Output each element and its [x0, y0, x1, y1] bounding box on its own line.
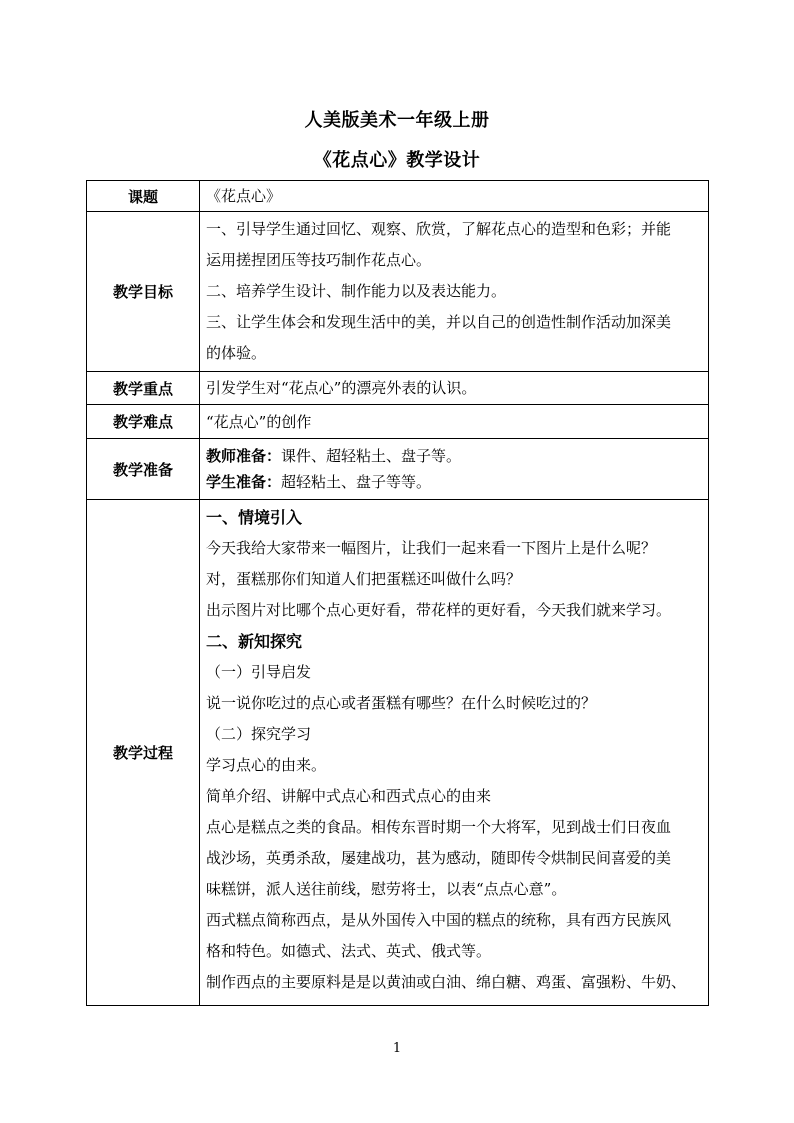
key-points-text: 引发学生对“花点心”的漂亮外表的认识。	[206, 379, 477, 397]
document-title: 人美版美术一年级上册	[304, 110, 490, 131]
row-content-difficulties	[200, 405, 709, 439]
row-content-preparation	[200, 439, 709, 500]
row-label-process: 教学过程	[87, 500, 200, 1006]
subsection-heading: （二）探究学习	[206, 725, 312, 743]
text-line: 制作西点的主要原料是是以黄油或白油、绵白糖、鸡蛋、富强粉、牛奶、	[206, 973, 687, 991]
subsection-heading: （一）引导启发	[206, 663, 312, 681]
text-line: 对，蛋糕那你们知道人们把蛋糕还叫做什么吗？	[206, 570, 522, 588]
document-subtitle: 《花点心》教学设计	[313, 150, 481, 171]
page-number: 1	[392, 1041, 402, 1056]
text-line: 三、让学生体会和发现生活中的美，并以自己的创造性制作活动加深美	[206, 313, 672, 331]
table-row-topic	[87, 181, 709, 212]
text-line: 格和特色。如德式、法式、英式、俄式等。	[206, 942, 492, 960]
table-row-difficulties	[87, 405, 709, 439]
text-line: 二、培养学生设计、制作能力以及表达能力。	[206, 282, 507, 300]
text-line: 的体验。	[206, 344, 267, 362]
table-row-preparation	[87, 439, 709, 500]
section-heading: 二、新知探究	[206, 632, 303, 651]
student-preparation	[206, 469, 704, 495]
row-content-key-points	[200, 372, 709, 405]
section-heading: 一、情境引入	[206, 508, 303, 527]
difficulties-text: “花点心”的创作	[206, 412, 312, 431]
text-line: 今天我给大家带来一幅图片，让我们一起来看一下图片上是什么呢？	[206, 539, 657, 557]
row-label-topic: 课题	[87, 181, 200, 212]
teacher-preparation-label: 教师准备：	[206, 447, 282, 465]
text-line: 点心是糕点之类的食品。相传东晋时期一个大将军，见到战士们日夜血	[206, 818, 672, 836]
teacher-preparation	[206, 443, 704, 469]
text-line: 简单介绍、讲解中式点心和西式点心的由来	[206, 787, 492, 805]
row-label-key-points: 教学重点	[87, 372, 200, 405]
text-line: 学习点心的由来。	[206, 756, 327, 774]
text-line: 说一说你吃过的点心或者蛋糕有哪些？在什么时候吃过的？	[206, 694, 597, 712]
table-row-process	[87, 500, 709, 1006]
row-label-preparation: 教学准备	[87, 439, 200, 500]
text-line: 味糕饼，派人送往前线，慰劳将士，以表“点点心意”。	[206, 880, 567, 898]
row-content-objectives	[200, 212, 709, 372]
text-line: 运用搓捏团压等技巧制作花点心。	[206, 251, 432, 269]
student-preparation-text: 超轻粘土、盘子等等。	[281, 473, 432, 491]
row-label-objectives: 教学目标	[87, 212, 200, 372]
teacher-preparation-text: 课件、超轻粘土、盘子等。	[281, 447, 462, 465]
topic-text: 《花点心》	[206, 186, 282, 205]
row-label-difficulties: 教学难点	[87, 405, 200, 439]
row-content-process	[200, 500, 709, 1006]
student-preparation-label: 学生准备：	[206, 473, 282, 491]
row-content-topic	[200, 181, 709, 212]
text-line: 一、引导学生通过回忆、观察、欣赏，了解花点心的造型和色彩；并能	[206, 220, 672, 238]
lesson-plan-table	[86, 180, 709, 1006]
text-line: 战沙场，英勇杀敌，屡建战功，甚为感动，随即传令烘制民间喜爱的美	[206, 849, 672, 867]
table-row-objectives	[87, 212, 709, 372]
text-line: 出示图片对比哪个点心更好看，带花样的更好看，今天我们就来学习。	[206, 601, 672, 619]
table-row-key-points	[87, 372, 709, 405]
text-line: 西式糕点简称西点，是从外国传入中国的糕点的统称，具有西方民族风	[206, 911, 672, 929]
